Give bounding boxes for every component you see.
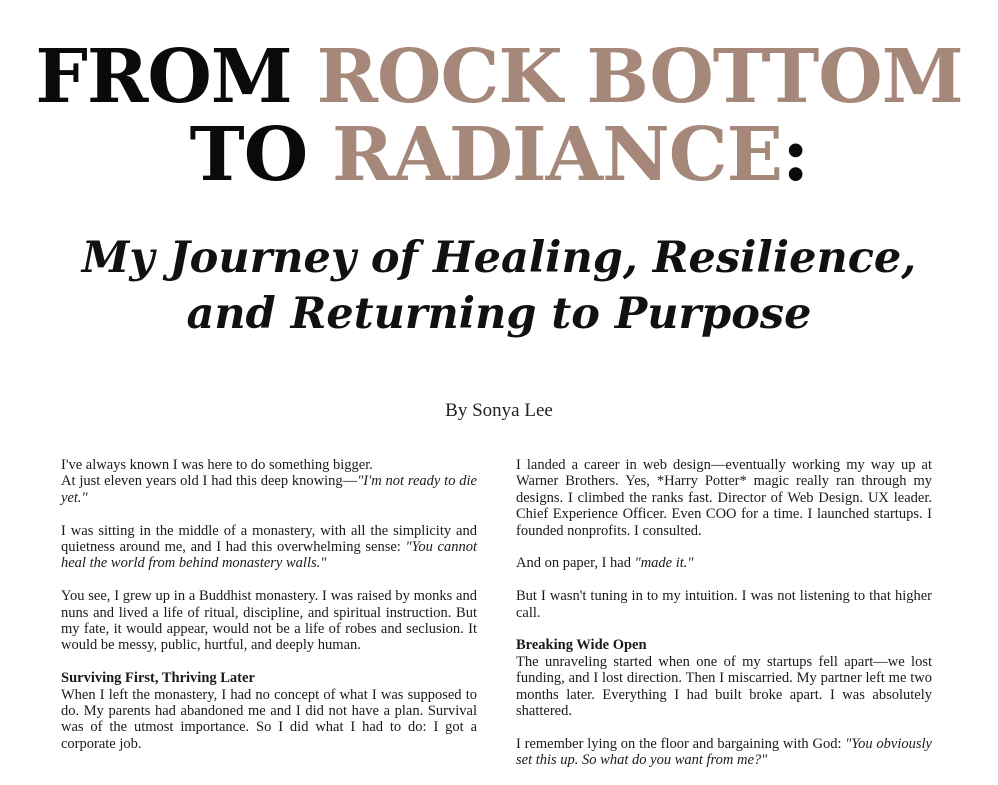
paragraph-monastery <box>61 523 477 572</box>
bargaining-text: I remember lying on the floor and bargaining with God: <box>516 735 846 752</box>
monastery-quote: "You cannot heal the world from behind monastery walls." <box>61 539 477 572</box>
title-line-2 <box>0 112 998 198</box>
intro-line-2: At just eleven years old I had this deep knowing— <box>61 473 358 490</box>
paragraph-bargaining <box>516 736 932 769</box>
paragraph-buddhist: You see, I grew up in a Buddhist monastery. I was raised by monks and nuns and lived a life of ritual, discipline, and spiritual instruction. But my fate, it would appear, would not be a life of robes and seclusion. It would be messy, public, hurtful, and deeply human. <box>61 588 477 654</box>
subtitle <box>0 230 998 342</box>
paragraph-career: I landed a career in web design—eventually working my way up at Warner Brothers. Yes, *Harry Potter* magic really ran through my designs. I climbed the ranks fast. Director of Web Design. UX leader. Chief Experience Officer. Even COO for a time. I launched startups. I founded nonprofits. I consulted. <box>516 457 932 539</box>
title-line-1 <box>0 34 998 120</box>
title-word-from: FROM <box>35 34 317 120</box>
subtitle-line-2: and Returning to Purpose <box>186 289 812 339</box>
title-colon: : <box>782 112 809 198</box>
intro-line: I've always known I was here to do something bigger. <box>61 457 373 473</box>
paragraph-made-it <box>516 555 932 571</box>
bargaining-quote: "You obviously set this up. So what do you want from me?" <box>516 735 932 769</box>
paragraph-corporate: When I left the monastery, I had no concept of what I was supposed to do. My parents had abandoned me and I did not have a plan. Survival was of the utmost importance. So I did what I had to do: I got a corporate job. <box>61 686 477 752</box>
intro-quote: "I'm not ready to die yet." <box>61 473 477 506</box>
title-rock-bottom: ROCK BOTTOM <box>316 34 963 120</box>
paragraph-intuition: But I wasn't tuning in to my intuition. I was not listening to that higher call. <box>516 588 932 621</box>
made-it-quote: "made it." <box>634 555 694 572</box>
section-heading-surviving: Surviving First, Thriving Later <box>61 670 255 687</box>
section-heading-breaking: Breaking Wide Open <box>516 637 647 654</box>
subtitle-line-1: My Journey of Healing, Resilience, <box>81 233 917 283</box>
paragraph-intro <box>61 457 477 506</box>
byline: By Sonya Lee <box>445 400 553 421</box>
monastery-text: I was sitting in the middle of a monastery, with all the simplicity and quietness around me, and I had this overwhelming sense: <box>61 522 477 556</box>
title-word-to: TO <box>189 112 332 198</box>
made-it-text: And on paper, I had <box>516 555 635 572</box>
paragraph-unraveling: The unraveling started when one of my startups fell apart—we lost funding, and I lost direction. Then I miscarried. My partner left me two months later. Everything I had built broke apart. I was absolutely shattered. <box>516 653 932 720</box>
right-column <box>516 457 932 769</box>
title-radiance: RADIANCE <box>331 112 783 198</box>
left-column <box>61 457 477 752</box>
